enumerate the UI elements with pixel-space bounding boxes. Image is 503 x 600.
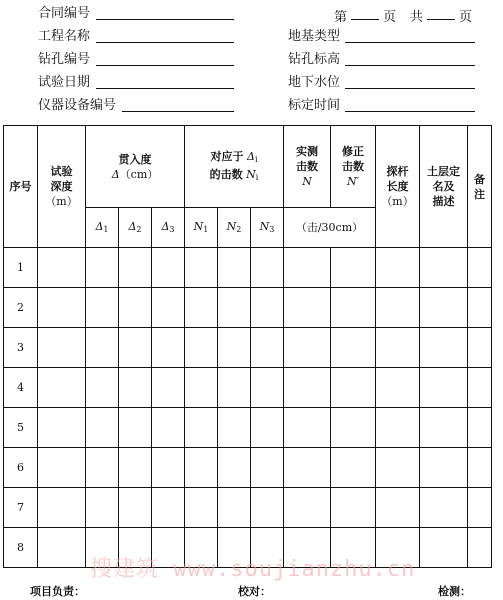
table-cell[interactable] xyxy=(468,248,492,288)
page-ye-label: 页 xyxy=(383,10,397,25)
equipment-no-label: 仪器设备编号 xyxy=(38,98,117,113)
borehole-no-line[interactable] xyxy=(96,65,234,66)
table-cell[interactable] xyxy=(38,288,86,328)
table-cell[interactable] xyxy=(331,448,376,488)
table-cell[interactable] xyxy=(376,488,420,528)
table-cell[interactable] xyxy=(185,448,218,488)
groundwater-label: 地下水位 xyxy=(288,75,341,90)
table-cell[interactable] xyxy=(185,288,218,328)
col-d1-header: $\Delta_1$ xyxy=(86,208,119,248)
table-cell[interactable] xyxy=(251,248,284,288)
watermark: 搜建筑 www.soujianzhu.cn xyxy=(90,557,416,582)
calib-time-line[interactable] xyxy=(345,111,475,112)
col-rod-header: 探杆 长度 （m） xyxy=(376,126,420,248)
table-cell[interactable] xyxy=(331,368,376,408)
table-cell[interactable] xyxy=(468,368,492,408)
table-cell[interactable] xyxy=(152,328,185,368)
table-cell[interactable] xyxy=(420,328,468,368)
equipment-no-line[interactable] xyxy=(122,111,234,112)
borehole-elev-label: 钻孔标高 xyxy=(288,52,341,67)
project-name-label: 工程名称 xyxy=(38,29,91,44)
page-current-line[interactable] xyxy=(351,19,379,20)
groundwater-line[interactable] xyxy=(345,88,475,89)
tester-label: 检测： xyxy=(438,585,471,598)
table-cell[interactable] xyxy=(185,368,218,408)
table-cell[interactable] xyxy=(119,408,152,448)
table-cell[interactable] xyxy=(86,408,119,448)
table-cell[interactable] xyxy=(331,328,376,368)
table-cell[interactable] xyxy=(38,528,86,568)
table-cell[interactable] xyxy=(86,288,119,328)
col-d3-header: $\Delta_3$ xyxy=(152,208,185,248)
table-cell[interactable] xyxy=(119,328,152,368)
table-cell[interactable] xyxy=(251,408,284,448)
col-soil-header: 土层定 名及 描述 xyxy=(420,126,468,248)
table-cell[interactable] xyxy=(376,448,420,488)
table-cell[interactable] xyxy=(251,448,284,488)
table-cell[interactable] xyxy=(218,448,251,488)
col-seq-header: 序号 xyxy=(4,126,38,248)
col-blows-unit: （击/30cm） xyxy=(284,208,376,248)
table-cell[interactable] xyxy=(152,408,185,448)
project-lead-label: 项目负责： xyxy=(30,585,85,598)
contract-no-line[interactable] xyxy=(96,19,234,20)
table-cell[interactable] xyxy=(284,448,331,488)
table-cell[interactable] xyxy=(38,248,86,288)
col-n2-header: $N_2$ xyxy=(218,208,251,248)
table-row xyxy=(4,408,492,448)
contract-no-label: 合同编号 xyxy=(38,6,91,21)
row-seq-cell: 4 xyxy=(4,368,38,408)
table-cell[interactable] xyxy=(331,408,376,448)
table-cell[interactable] xyxy=(420,448,468,488)
table-cell[interactable] xyxy=(468,488,492,528)
page-gong-label: 共 xyxy=(410,10,424,25)
table-cell[interactable] xyxy=(468,448,492,488)
table-cell[interactable] xyxy=(86,368,119,408)
test-date-label: 试验日期 xyxy=(38,75,91,90)
table-cell[interactable] xyxy=(86,488,119,528)
table-cell[interactable] xyxy=(38,448,86,488)
row-seq-cell: 6 xyxy=(4,448,38,488)
table-cell[interactable] xyxy=(284,408,331,448)
table-cell[interactable] xyxy=(218,408,251,448)
table-cell[interactable] xyxy=(152,448,185,488)
table-cell[interactable] xyxy=(376,368,420,408)
col-n3-header: $N_3$ xyxy=(251,208,284,248)
col-d2-header: $\Delta_2$ xyxy=(119,208,152,248)
calib-time-label: 标定时间 xyxy=(288,98,341,113)
col-depth-header: 试验 深度 （m） xyxy=(38,126,86,248)
table-cell[interactable] xyxy=(331,488,376,528)
page-ye2-label: 页 xyxy=(459,10,473,25)
table-cell[interactable] xyxy=(420,408,468,448)
table-cell[interactable] xyxy=(251,288,284,328)
table-cell[interactable] xyxy=(152,248,185,288)
table-cell[interactable] xyxy=(420,288,468,328)
test-date-line[interactable] xyxy=(96,88,234,89)
col-remark-header: 备 注 xyxy=(468,126,492,248)
table-cell[interactable] xyxy=(218,288,251,328)
borehole-elev-line[interactable] xyxy=(345,65,475,66)
table-cell[interactable] xyxy=(185,408,218,448)
foundation-type-label: 地基类型 xyxy=(288,29,341,44)
table-cell[interactable] xyxy=(152,288,185,328)
col-n1-header: $N_1$ xyxy=(185,208,218,248)
table-cell[interactable] xyxy=(152,488,185,528)
table-row xyxy=(4,368,492,408)
table-cell[interactable] xyxy=(376,328,420,368)
row-seq-cell: 2 xyxy=(4,288,38,328)
table-row xyxy=(4,488,492,528)
table-cell[interactable] xyxy=(218,488,251,528)
page-total-line[interactable] xyxy=(427,19,455,20)
table-cell[interactable] xyxy=(420,248,468,288)
checker-label: 校对： xyxy=(238,585,271,598)
table-cell[interactable] xyxy=(376,248,420,288)
table-cell[interactable] xyxy=(185,248,218,288)
col-measured-header: 实测 击数 N xyxy=(284,126,331,208)
table-cell[interactable] xyxy=(185,328,218,368)
table-row xyxy=(4,328,492,368)
row-seq-cell: 1 xyxy=(4,248,38,288)
table-cell[interactable] xyxy=(185,488,218,528)
table-cell[interactable] xyxy=(468,328,492,368)
table-cell[interactable] xyxy=(119,248,152,288)
table-cell[interactable] xyxy=(152,368,185,408)
table-row xyxy=(4,448,492,488)
col-corrected-header: 修正 击数 N′ xyxy=(331,126,376,208)
table-cell[interactable] xyxy=(86,448,119,488)
table-cell[interactable] xyxy=(119,488,152,528)
table-cell[interactable] xyxy=(284,328,331,368)
table-cell[interactable] xyxy=(284,368,331,408)
table-cell[interactable] xyxy=(119,368,152,408)
table-cell[interactable] xyxy=(468,408,492,448)
table-cell[interactable] xyxy=(420,368,468,408)
test-record-table xyxy=(3,125,492,568)
table-cell[interactable] xyxy=(218,368,251,408)
table-cell[interactable] xyxy=(218,248,251,288)
table-cell[interactable] xyxy=(119,288,152,328)
table-cell[interactable] xyxy=(38,488,86,528)
table-cell[interactable] xyxy=(38,328,86,368)
table-cell[interactable] xyxy=(376,288,420,328)
foundation-type-line[interactable] xyxy=(345,42,475,43)
table-cell[interactable] xyxy=(218,328,251,368)
table-cell[interactable] xyxy=(251,368,284,408)
table-cell[interactable] xyxy=(468,288,492,328)
table-cell[interactable] xyxy=(251,488,284,528)
table-cell[interactable] xyxy=(86,248,119,288)
table-cell[interactable] xyxy=(284,288,331,328)
table-cell[interactable] xyxy=(331,248,376,288)
table-cell[interactable] xyxy=(420,488,468,528)
borehole-no-label: 钻孔编号 xyxy=(38,52,91,67)
table-cell[interactable] xyxy=(251,328,284,368)
table-cell[interactable] xyxy=(284,248,331,288)
table-cell[interactable] xyxy=(284,488,331,528)
col-penetration-header: 贯入度 Δ（cm） xyxy=(86,126,185,208)
table-cell[interactable] xyxy=(331,288,376,328)
project-name-line[interactable] xyxy=(96,42,234,43)
col-blows-header: 对应于 $\Delta_i$ 的击数 $N_i$ xyxy=(185,126,284,208)
table-row xyxy=(4,288,492,328)
row-seq-cell: 7 xyxy=(4,488,38,528)
row-seq-cell: 8 xyxy=(4,528,38,568)
row-seq-cell: 3 xyxy=(4,328,38,368)
page-di-label: 第 xyxy=(334,10,348,25)
table-cell[interactable] xyxy=(38,408,86,448)
table-cell[interactable] xyxy=(119,448,152,488)
table-cell[interactable] xyxy=(376,408,420,448)
header-row-1 xyxy=(4,126,492,208)
table-cell[interactable] xyxy=(38,368,86,408)
table-cell[interactable] xyxy=(86,328,119,368)
table-row xyxy=(4,248,492,288)
table-cell[interactable] xyxy=(420,528,468,568)
row-seq-cell: 5 xyxy=(4,408,38,448)
table-cell[interactable] xyxy=(468,528,492,568)
